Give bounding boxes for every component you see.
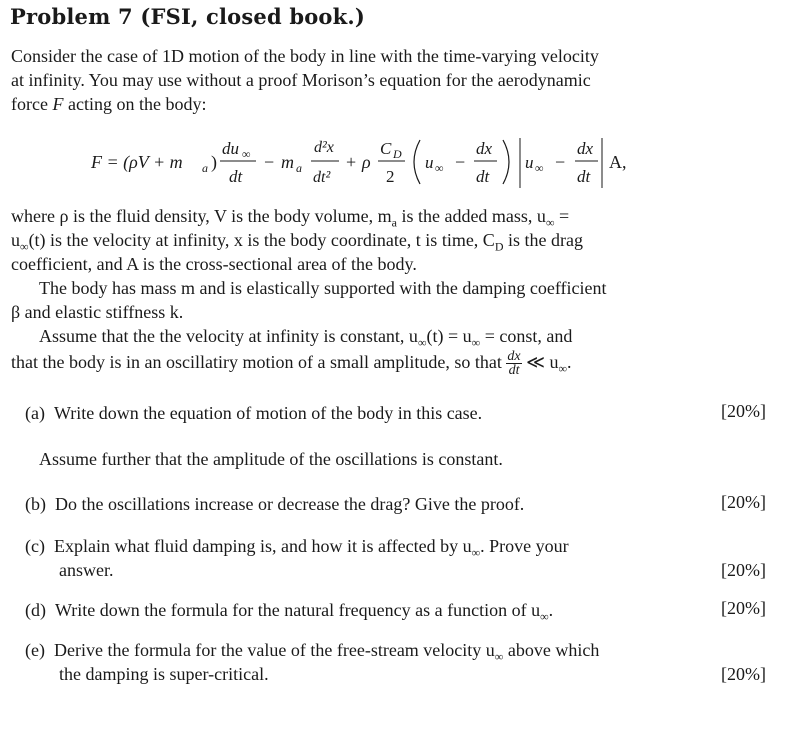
question-a-weight: [20%] xyxy=(721,401,766,421)
question-b: (b) Do the oscillations increase or decrease the drag? Give the proof. xyxy=(25,494,525,514)
question-c-weight: [20%] xyxy=(721,560,766,580)
assume-further: Assume further that the amplitude of the oscillations is constant. xyxy=(39,449,503,469)
question-c: (c) Explain what fluid damping is, and how it is affected by $u_\infty$. Prove your xyxy=(25,536,569,560)
where-line-1: where ρ is the fluid density, V is the body volume, $m_a$ is the added mass, $u_\infty$ = xyxy=(11,206,570,230)
svg-text:dx: dx xyxy=(476,139,493,158)
where-line-2: $u_\infty(t)$ is the velocity at infinity, x is the body coordinate, t is time, $C_D$ is the drag xyxy=(11,230,583,254)
svg-text:u: u xyxy=(525,153,534,172)
svg-text:dt²: dt² xyxy=(313,169,331,186)
svg-text:∞: ∞ xyxy=(242,147,251,161)
svg-text:−: − xyxy=(555,152,566,172)
question-d-weight: [20%] xyxy=(721,598,766,618)
svg-text:d²x: d²x xyxy=(314,139,334,156)
assume-line-1: Assume that the the velocity at infinity is constant, $u_\infty(t) = u_\infty$ = const, and xyxy=(39,326,573,350)
svg-text:−: − xyxy=(455,152,466,172)
svg-text:C: C xyxy=(380,139,392,158)
svg-text:2: 2 xyxy=(386,167,395,186)
svg-text:a: a xyxy=(296,161,302,175)
svg-text:dt: dt xyxy=(577,167,591,186)
svg-text:dt: dt xyxy=(476,167,490,186)
svg-text:a: a xyxy=(202,161,208,175)
body-line-1: The body has mass m and is elastically supported with the damping coefficient xyxy=(39,278,607,298)
svg-text:dx: dx xyxy=(577,139,594,158)
assume-line-2: that the body is in an oscillatiry motion of a small amplitude, so that $\frac{dx}{dt}$ ≪ $u_\infty$. xyxy=(11,349,572,379)
svg-text:∞: ∞ xyxy=(535,161,544,175)
question-e-weight: [20%] xyxy=(721,664,766,684)
svg-text:+: + xyxy=(346,152,357,172)
question-c-line-2: answer. xyxy=(59,560,114,580)
morison-equation xyxy=(0,130,790,192)
svg-text:∞: ∞ xyxy=(435,161,444,175)
svg-text:m: m xyxy=(281,152,294,172)
dxdt-fraction: $\frac{dx}{dt}$ xyxy=(507,349,521,379)
body-line-2: β and elastic stiffness k. xyxy=(11,302,184,322)
problem-title: Problem 7 (FSI, closed book.) xyxy=(10,4,366,29)
svg-text:u: u xyxy=(425,153,434,172)
svg-text:): ) xyxy=(211,152,217,172)
svg-text:−: − xyxy=(264,152,275,172)
intro-line-1: Consider the case of 1D motion of the body in line with the time-varying velocity xyxy=(11,46,599,66)
svg-text:A,: A, xyxy=(609,152,627,172)
question-d: (d) Write down the formula for the natural frequency as a function of $u_\infty$. xyxy=(25,600,554,624)
svg-text:dt: dt xyxy=(229,167,243,186)
question-e: (e) Derive the formula for the value of the free-stream velocity $u_\infty$ above which xyxy=(25,640,600,664)
question-a: (a) Write down the equation of motion of the body in this case. xyxy=(25,403,483,423)
intro-line-2: at infinity. You may use without a proof Morison’s equation for the aerodynamic xyxy=(11,70,591,90)
svg-text:F = (ρV + m: F = (ρV + m xyxy=(91,152,183,172)
question-b-weight: [20%] xyxy=(721,492,766,512)
where-line-3: coefficient, and A is the cross-sectional area of the body. xyxy=(11,254,417,274)
svg-text:du: du xyxy=(222,139,239,158)
svg-text:D: D xyxy=(393,147,402,161)
svg-text:ρ: ρ xyxy=(362,152,371,172)
question-e-line-2: the damping is super-critical. xyxy=(59,664,269,684)
intro-line-3: force F acting on the body: xyxy=(11,94,207,114)
